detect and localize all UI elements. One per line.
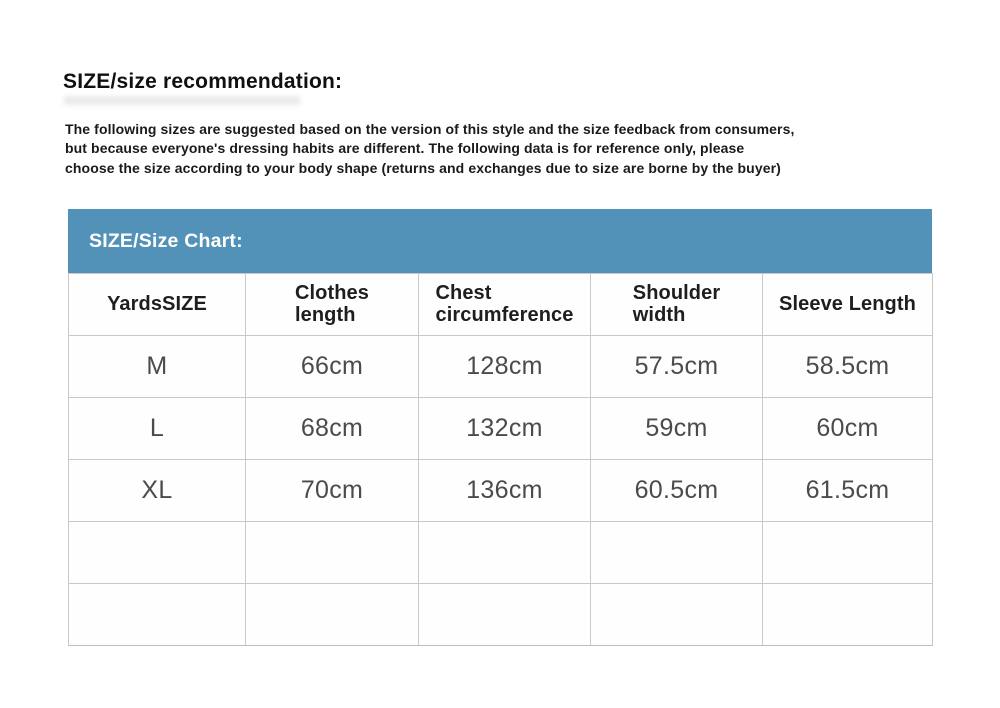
- cell-shoulder: 60.5cm: [591, 460, 763, 522]
- cell-sleeve: [763, 584, 933, 646]
- cell-sleeve: [763, 522, 933, 584]
- cell-clothes-length: 68cm: [246, 398, 419, 460]
- cell-clothes-length: [246, 522, 419, 584]
- cell-size: XL: [69, 460, 246, 522]
- column-header-clothes-length: Clothes length: [246, 274, 419, 336]
- table-row-l: [69, 398, 933, 460]
- cell-clothes-length: [246, 584, 419, 646]
- title-ghost-artifact: [64, 96, 300, 105]
- size-chart: [68, 209, 932, 646]
- cell-chest: [419, 522, 591, 584]
- column-header-shoulder-width: Shoulder width: [591, 274, 763, 336]
- cell-shoulder: [591, 584, 763, 646]
- cell-size: [69, 584, 246, 646]
- size-chart-banner: [68, 209, 932, 273]
- table-row-empty-2: [69, 584, 933, 646]
- intro-text: [65, 120, 945, 178]
- intro-line-2: but because everyone's dressing habits are different. The following data is for reference only, please: [65, 140, 745, 157]
- size-chart-banner-title: SIZE/Size Chart:: [89, 229, 243, 252]
- cell-size: M: [69, 336, 246, 398]
- cell-size: [69, 522, 246, 584]
- cell-size: L: [69, 398, 246, 460]
- page-title: SIZE/size recommendation:: [63, 70, 343, 93]
- cell-shoulder: 57.5cm: [591, 336, 763, 398]
- cell-sleeve: 61.5cm: [763, 460, 933, 522]
- intro-line-3: choose the size according to your body shape (returns and exchanges due to size are borne by the buyer): [65, 159, 781, 176]
- table-header-row: [69, 274, 933, 336]
- cell-shoulder: [591, 522, 763, 584]
- cell-sleeve: 58.5cm: [763, 336, 933, 398]
- column-header-chest-circumference: Chest circumference: [419, 274, 591, 336]
- column-header-size: YardsSIZE: [69, 274, 246, 336]
- column-header-sleeve-length: Sleeve Length: [763, 274, 933, 336]
- table-row-empty-1: [69, 522, 933, 584]
- cell-chest: [419, 584, 591, 646]
- cell-sleeve: 60cm: [763, 398, 933, 460]
- cell-clothes-length: 66cm: [246, 336, 419, 398]
- cell-chest: 128cm: [419, 336, 591, 398]
- cell-shoulder: 59cm: [591, 398, 763, 460]
- table-row-m: [69, 336, 933, 398]
- cell-chest: 132cm: [419, 398, 591, 460]
- cell-chest: 136cm: [419, 460, 591, 522]
- cell-clothes-length: 70cm: [246, 460, 419, 522]
- table-row-xl: [69, 460, 933, 522]
- intro-line-1: The following sizes are suggested based on the version of this style and the size feedback from consumers,: [65, 121, 795, 137]
- size-table: [68, 273, 933, 646]
